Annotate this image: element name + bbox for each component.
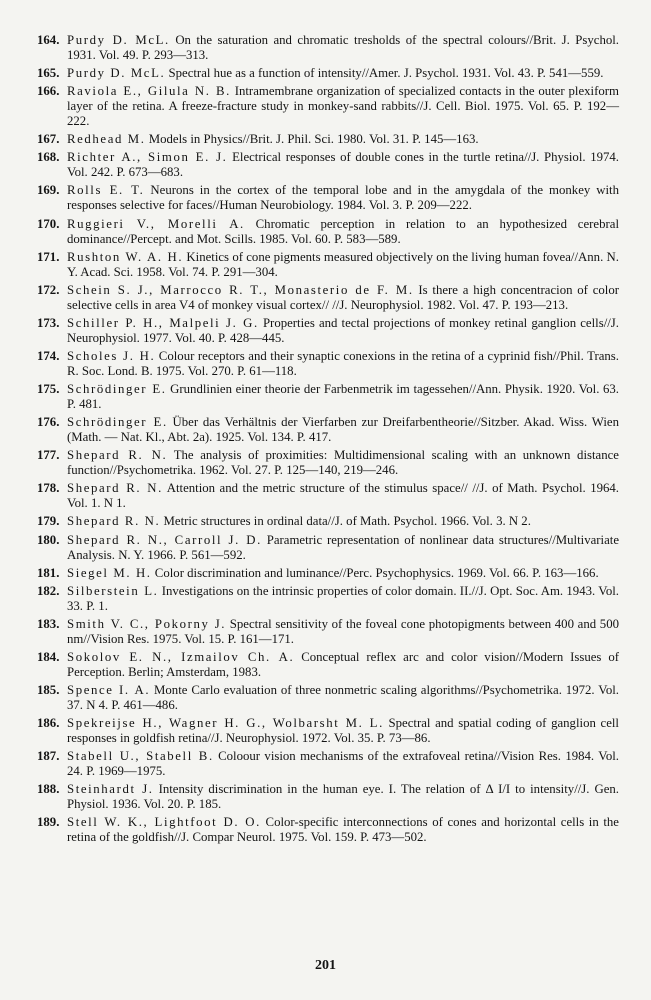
reference-number: 178.: [37, 481, 60, 496]
reference-text: [67, 584, 619, 614]
reference-number: 173.: [37, 315, 60, 330]
reference-number: 177.: [37, 448, 60, 463]
reference-text: [67, 382, 619, 412]
reference-text: [67, 566, 619, 581]
reference-text: [67, 349, 619, 379]
reference-authors: Schein S. J., Marrocco R. T., Monasterio de F. M.: [67, 282, 414, 297]
reference-number: 180.: [37, 532, 60, 547]
reference-text: [67, 716, 619, 746]
reference-details: Investigations on the intrinsic properties of color domain. II.//J. Opt. Soc. Am. 1943. Vol. 33. P. 1.: [67, 583, 619, 613]
reference-entry: [37, 84, 619, 129]
reference-details: Intramembrane organization of specialized contacts in the outer plexiform layer of the retina. A freeze-fracture study in monkey-sand rabbits//J. Cell. Biol. 1975. Vol. 65. P. 192—222.: [67, 84, 619, 129]
reference-authors: Stell W. K., Lightfoot D. O.: [67, 815, 261, 830]
reference-entry: [37, 782, 619, 812]
reference-number: 184.: [37, 649, 60, 664]
reference-details: Colour receptors and their synaptic conexions in the retina of a cyprinid fish//Phil. Trans. R. Soc. Lond. B. 1975. Vol. 270. P. 61—118.: [67, 348, 619, 378]
reference-text: [67, 617, 619, 647]
reference-number: 187.: [37, 749, 60, 764]
reference-authors: Siegel M. H.: [67, 565, 152, 580]
reference-authors: Spekreijse H., Wagner H. G., Wolbarsht M. L.: [67, 716, 384, 731]
reference-details: Grundlinien einer theorie der Farbenmetrik im tagessehen//Ann. Physik. 1920. Vol. 63. P. 481.: [67, 382, 619, 412]
reference-entry: [37, 349, 619, 379]
reference-entry: [37, 533, 619, 563]
reference-number: 166.: [37, 84, 60, 99]
reference-entry: [37, 650, 619, 680]
reference-text: [67, 683, 619, 713]
reference-details: Spectral and spatial coding of ganglion cell responses in goldfish retina//J. Neurophysiol. 1972. Vol. 35. P. 73—86.: [67, 716, 619, 746]
reference-entry: [37, 382, 619, 412]
reference-authors: Shepard R. N., Carroll J. D.: [67, 532, 262, 547]
reference-entry: [37, 150, 619, 180]
reference-entry: [37, 33, 619, 63]
reference-text: [67, 150, 619, 180]
reference-text: [67, 514, 619, 529]
reference-authors: Schiller P. H., Malpeli J. G.: [67, 315, 259, 330]
reference-number: 174.: [37, 348, 60, 363]
reference-entry: [37, 448, 619, 478]
reference-details: Electrical responses of double cones in the turtle retina//J. Physiol. 1974. Vol. 242. P. 673—683.: [67, 150, 619, 180]
reference-text: [67, 33, 619, 63]
reference-entry: [37, 415, 619, 445]
reference-authors: Purdy D. McL.: [67, 33, 170, 47]
reference-details: Spectral sensitivity of the foveal cone photopigments between 400 and 500 nm//Vision Res. 1975. Vol. 15. P. 161—171.: [67, 616, 619, 646]
reference-number: 179.: [37, 514, 60, 529]
reference-text: [67, 183, 619, 213]
reference-number: 168.: [37, 150, 60, 165]
reference-text: [67, 749, 619, 779]
reference-entry: [37, 749, 619, 779]
reference-authors: Rolls E. T.: [67, 183, 145, 198]
reference-entry: [37, 617, 619, 647]
reference-authors: Schrödinger E.: [67, 415, 168, 430]
reference-text: [67, 481, 619, 511]
reference-details: Chromatic perception in relation to an hypothesized cerebral dominance//Percept. and Mot. Scills. 1985. Vol. 60. P. 583—589.: [67, 216, 619, 246]
reference-authors: Redhead M.: [67, 132, 146, 147]
reference-number: 172.: [37, 282, 60, 297]
reference-text: [67, 132, 619, 147]
reference-details: Parametric representation of nonlinear data structures//Multivariate Analysis. N. Y. 1966. P. 561—592.: [67, 532, 619, 562]
reference-entry: [37, 716, 619, 746]
reference-details: Attention and the metric structure of the stimulus space// //J. of Math. Psychol. 1964. Vol. 1. N 1.: [67, 481, 620, 511]
reference-text: [67, 650, 619, 680]
reference-details: Intensity discrimination in the human eye. I. The relation of Δ I/I to intensity//J. Gen. Physiol. 1936. Vol. 20. P. 185.: [67, 782, 620, 812]
reference-list: [37, 33, 619, 848]
reference-entry: [37, 66, 619, 81]
reference-text: [67, 415, 619, 445]
reference-number: 175.: [37, 382, 60, 397]
reference-authors: Spence I. A.: [67, 682, 151, 697]
reference-number: 176.: [37, 415, 60, 430]
reference-entry: [37, 683, 619, 713]
reference-text: [67, 217, 619, 247]
reference-authors: Steinhardt J.: [67, 782, 154, 797]
reference-entry: [37, 217, 619, 247]
reference-entry: [37, 132, 619, 147]
reference-number: 165.: [37, 66, 60, 81]
page-number: 201: [315, 958, 336, 973]
reference-authors: Shepard R. N.: [67, 514, 161, 529]
reference-authors: Purdy D. McL.: [67, 66, 166, 81]
reference-number: 169.: [37, 183, 60, 198]
reference-entry: [37, 514, 619, 529]
reference-details: Models in Physics//Brit. J. Phil. Sci. 1980. Vol. 31. P. 145—163.: [145, 132, 479, 147]
reference-authors: Rushton W. A. H.: [67, 249, 184, 264]
reference-number: 170.: [37, 216, 60, 231]
reference-authors: Shepard R. N.: [67, 481, 163, 496]
reference-details: Conceptual reflex arc and color vision//Modern Issues of Perception. Berlin; Amsterdam, 1983.: [67, 649, 619, 679]
reference-details: On the saturation and chromatic tresholds of the spectral colours//Brit. J. Psychol. 1931. Vol. 49. P. 293—313.: [67, 33, 619, 62]
reference-details: Spectral hue as a function of intensity//Amer. J. Psychol. 1931. Vol. 43. P. 541—559.: [165, 66, 604, 81]
reference-authors: Schrödinger E.: [67, 382, 167, 397]
reference-number: 181.: [37, 565, 60, 580]
reference-entry: [37, 566, 619, 581]
reference-details: Über das Verhältnis der Vierfarben zur Dreifarbentheorie//Sitzber. Akad. Wiss. Wien (Math. — Nat. Kl., Abt. 2a). 1925. Vol. 134. P. 417.: [67, 415, 619, 445]
reference-details: Is there a high concentracion of color selective cells in area V4 of monkey visual cortex// //J. Neurophysiol. 1982. Vol. 47. P. 193—213.: [67, 282, 619, 312]
reference-authors: Silberstein L.: [67, 583, 159, 598]
reference-authors: Ruggieri V., Morelli A.: [67, 216, 245, 231]
reference-details: Monte Carlo evaluation of three nonmetric scaling algorithms//Psychometrika. 1972. Vol. 37. N 4. P. 461—486.: [67, 682, 619, 712]
reference-entry: [37, 584, 619, 614]
reference-details: Kinetics of cone pigments measured objectively on the living human fovea//Ann. N. Y. Acad. Sci. 1958. Vol. 74. P. 291—304.: [67, 249, 619, 279]
reference-entry: [37, 283, 619, 313]
reference-details: Color discrimination and luminance//Perc. Psychophysics. 1969. Vol. 66. P. 163—166.: [151, 565, 599, 580]
reference-text: [67, 316, 619, 346]
reference-authors: Raviola E., Gilula N. B.: [67, 84, 231, 99]
reference-number: 183.: [37, 616, 60, 631]
reference-authors: Stabell U., Stabell B.: [67, 749, 214, 764]
reference-text: [67, 250, 619, 280]
reference-text: [67, 448, 619, 478]
reference-authors: Smith V. C., Pokorny J.: [67, 616, 227, 631]
reference-entry: [37, 250, 619, 280]
reference-authors: Shepard R. N.: [67, 448, 168, 463]
reference-text: [67, 782, 619, 812]
reference-details: Properties and tectal projections of monkey retinal ganglion cells//J. Neurophysiol. 1977. Vol. 40. P. 428—445.: [67, 315, 619, 345]
reference-number: 188.: [37, 782, 60, 797]
reference-number: 164.: [37, 33, 60, 47]
reference-entry: [37, 815, 619, 845]
reference-number: 167.: [37, 132, 60, 147]
reference-details: Neurons in the cortex of the temporal lobe and in the amygdala of the monkey with responses selective for faces//Human Neurobiology. 1984. Vol. 3. P. 209—222.: [67, 183, 620, 213]
reference-authors: Sokolov E. N., Izmailov Ch. A.: [67, 649, 295, 664]
reference-number: 185.: [37, 682, 60, 697]
reference-number: 189.: [37, 815, 60, 830]
reference-details: Coloour vision mechanisms of the extrafoveal retina//Vision Res. 1984. Vol. 24. P. 1969—1975.: [67, 749, 619, 779]
reference-number: 171.: [37, 249, 60, 264]
reference-details: The analysis of proximities: Multidimensional scaling with an unknown distance function//Psychometrika. 1962. Vol. 27. P. 125—140, 219—246.: [67, 448, 619, 478]
reference-authors: Richter A., Simon E. J.: [67, 150, 228, 165]
reference-text: [67, 66, 619, 81]
reference-number: 186.: [37, 716, 60, 731]
reference-text: [67, 283, 619, 313]
reference-text: [67, 84, 619, 129]
reference-details: Metric structures in ordinal data//J. of Math. Psychol. 1966. Vol. 3. N 2.: [160, 514, 531, 529]
reference-entry: [37, 481, 619, 511]
reference-authors: Scholes J. H.: [67, 348, 156, 363]
reference-number: 182.: [37, 583, 60, 598]
reference-details: Color-specific interconnections of cones and horizontal cells in the retina of the goldfish//J. Compar Neurol. 1975. Vol. 159. P. 473—502.: [67, 815, 619, 845]
reference-text: [67, 815, 619, 845]
reference-text: [67, 533, 619, 563]
reference-entry: [37, 316, 619, 346]
reference-entry: [37, 183, 619, 213]
